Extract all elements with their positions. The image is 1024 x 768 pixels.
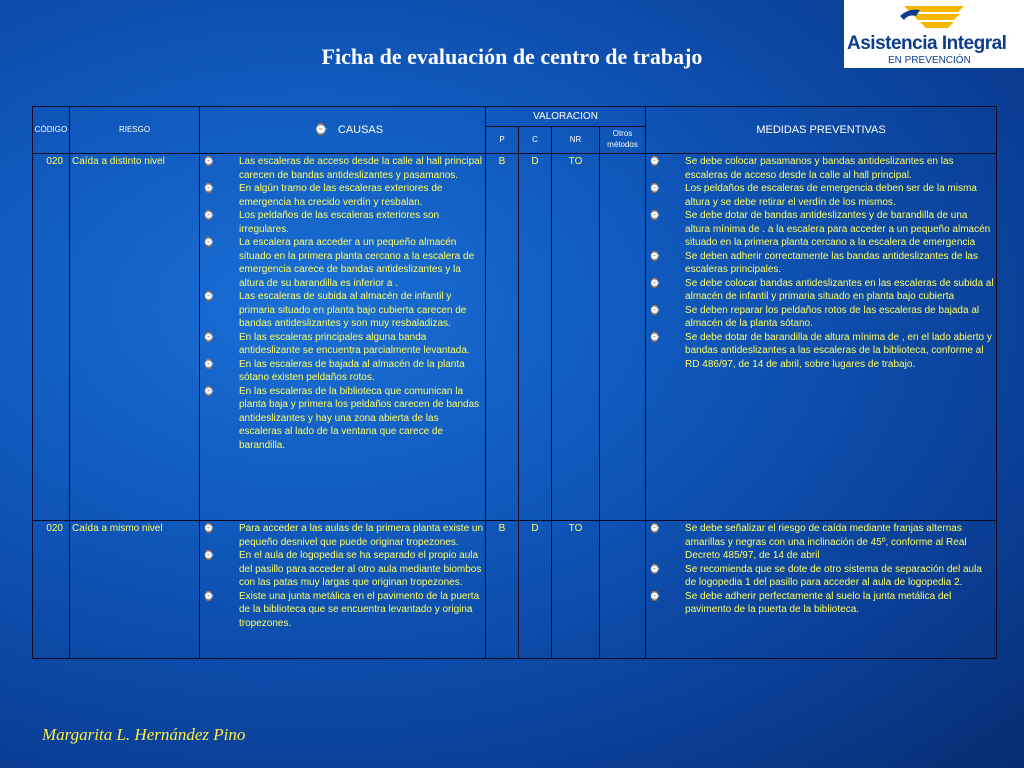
list-item: ⌚ Para acceder a las aulas de la primera planta existe un pequeño desnivel que puede originar tropezones. <box>203 523 484 548</box>
bullet-icon: ⌚ <box>649 183 661 193</box>
list-item: ⌚ Las escaleras de acceso desde la calle al hall principal carecen de bandas antideslizantes y pasamanos. <box>203 156 482 181</box>
row-otros <box>600 154 646 521</box>
row-codigo: 020 <box>33 154 70 521</box>
list-item: ⌚ Los peldaños de las escaleras exteriores son irregulares. <box>203 210 440 235</box>
table-row <box>33 154 997 521</box>
header-causas-label: CAUSAS <box>337 123 384 136</box>
bullet-icon: ⌚ <box>649 156 661 166</box>
bullet-icon: ⌚ <box>203 331 215 342</box>
header-p: P <box>486 127 519 154</box>
row-medidas <box>646 154 997 521</box>
list-item: ⌚ Se debe adherir perfectamente al suelo la junta metálica del pavimento de la puerta de la biblioteca. <box>649 590 952 615</box>
logo-brand-text: Asistencia Integral <box>847 33 1007 54</box>
row-riesgo: Caída a mismo nivel <box>70 521 200 659</box>
list-item: ⌚ Se debe colocar pasamanos y bandas antideslizantes en las escaleras de acceso desde la calle al hall principal. <box>649 156 954 181</box>
author-footer: Margarita L. Hernández Pino <box>42 725 246 744</box>
bullet-icon: ⌚ <box>649 523 661 533</box>
header-nr: NR <box>552 127 600 154</box>
row-medidas <box>646 521 997 659</box>
bullet-icon: ⌚ <box>203 358 215 369</box>
row-c: D <box>519 521 552 659</box>
list-item: ⌚ Se deben reparar los peldaños rotos de las escaleras de bajada al almacén de la planta sótano. <box>649 304 980 329</box>
bullet-icon: ⌚ <box>203 237 215 247</box>
list-item: ⌚ En el aula de logopedia se ha separado el propio aula del pasillo para acceder al otro aula mediante biombos con las patas muy largas que originan tropezones. <box>203 550 482 588</box>
list-item: ⌚ Se debe dotar de bandas antideslizantes y de barandilla de una altura mínima de . a la escalera para acceder a un pequeño almacén situado en la primera planta cercano a la escalera de emergencia <box>649 210 991 248</box>
bullet-icon: ⌚ <box>203 210 215 220</box>
header-c: C <box>519 127 552 154</box>
evaluation-table <box>32 106 997 659</box>
header-codigo: CÓDIGO <box>33 107 70 154</box>
header-medidas: MEDIDAS PREVENTIVAS <box>646 107 997 154</box>
bullet-icon: ⌚ <box>649 331 661 342</box>
list-item: ⌚ Se deben adherir correctamente las bandas antideslizantes de las escaleras principales. <box>649 250 978 275</box>
list-item: ⌚ En algún tramo de las escaleras exteriores de emergencia ha crecido verdín y resbalan. <box>203 183 443 208</box>
bullet-icon: ⌚ <box>203 156 215 166</box>
bullet-icon: ⌚ <box>203 385 215 396</box>
bullet-icon: ⌚ <box>649 210 661 220</box>
bullet-icon: ⌚ <box>649 563 661 574</box>
bullet-icon: ⌚ <box>314 123 328 136</box>
row-otros <box>600 521 646 659</box>
list-item: ⌚ Se debe colocar bandas antideslizantes en las escaleras de subida al almacén de infantil y primaria situado en planta bajo cubierta <box>649 277 994 302</box>
list-item: ⌚ La escalera para acceder a un pequeño almacén situado en la primera planta cercano a la escalera de emergencia carece de bandas antideslizantes y la altura de su barandilla es inferior a . <box>203 237 475 289</box>
table-row <box>33 521 997 659</box>
bullet-icon: ⌚ <box>649 250 661 261</box>
list-item: ⌚ Se recomienda que se dote de otro sistema de separación del aula de logopedia 1 del pasillo para acceder al aula de logopedia 2. <box>649 563 982 588</box>
list-item: ⌚ Los peldaños de escaleras de emergencia deben ser de la misma altura y se debe retirar el verdín de los mismos. <box>649 183 977 208</box>
row-codigo: 020 <box>33 521 70 659</box>
row-causas <box>200 154 486 521</box>
list-item: ⌚ Se debe dotar de barandilla de altura mínima de , en el lado abierto y bandas antideslizantes a las escaleras de la biblioteca, conforme al RD 486/97, de 14 de abril, sobre lugares de trabajo. <box>649 331 992 370</box>
bullet-icon: ⌚ <box>203 590 215 601</box>
bullet-icon: ⌚ <box>203 183 215 193</box>
list-item: ⌚ En las escaleras de la biblioteca que comunican la planta baja y primera los peldaños carecen de bandas antideslizantes y hay una zona abierta de las escaleras al lado de la ventana que carece de barandilla. <box>203 385 480 451</box>
bullet-icon: ⌚ <box>649 304 661 315</box>
header-otros: Otros métodos <box>600 127 646 154</box>
header-valoracion: VALORACION <box>486 107 646 127</box>
row-p: B <box>486 154 519 521</box>
row-p: B <box>486 521 519 659</box>
list-item: ⌚ Las escaleras de subida al almacén de infantil y primaria situado en planta bajo cubierta carecen de bandas antideslizantes y son muy resbaladizas. <box>203 291 467 329</box>
row-riesgo: Caída a distinto nivel <box>70 154 200 521</box>
list-item: ⌚ Existe una junta metálica en el pavimento de la puerta de la biblioteca que se encuentra levantado y origina tropezones. <box>203 590 480 629</box>
list-item: ⌚ En las escaleras principales alguna banda antideslizante se encuentra parcialmente levantada. <box>203 331 470 356</box>
bullet-icon: ⌚ <box>203 523 215 533</box>
logo-subtitle: EN PREVENCIÓN <box>888 55 971 66</box>
row-c: D <box>519 154 552 521</box>
row-nr: TO <box>552 521 600 659</box>
header-riesgo: RIESGO <box>70 107 200 154</box>
row-causas <box>200 521 486 659</box>
page-title: Ficha de evaluación de centro de trabajo <box>321 44 703 69</box>
row-nr: TO <box>552 154 600 521</box>
bullet-icon: ⌚ <box>203 291 215 301</box>
header-causas <box>200 107 486 154</box>
wings-icon <box>894 2 974 34</box>
list-item: ⌚ Se debe señalizar el riesgo de caída mediante franjas alternas amarillas y negras con una inclinación de 45º, conforme al Real Decreto 485/97, de 14 de abril <box>649 523 967 561</box>
bullet-icon: ⌚ <box>649 277 661 288</box>
bullet-icon: ⌚ <box>203 550 215 560</box>
list-item: ⌚ En las escaleras de bajada al almacén de la planta sótano existen peldaños rotos. <box>203 358 465 383</box>
company-logo <box>844 0 1024 68</box>
bullet-icon: ⌚ <box>649 590 661 601</box>
